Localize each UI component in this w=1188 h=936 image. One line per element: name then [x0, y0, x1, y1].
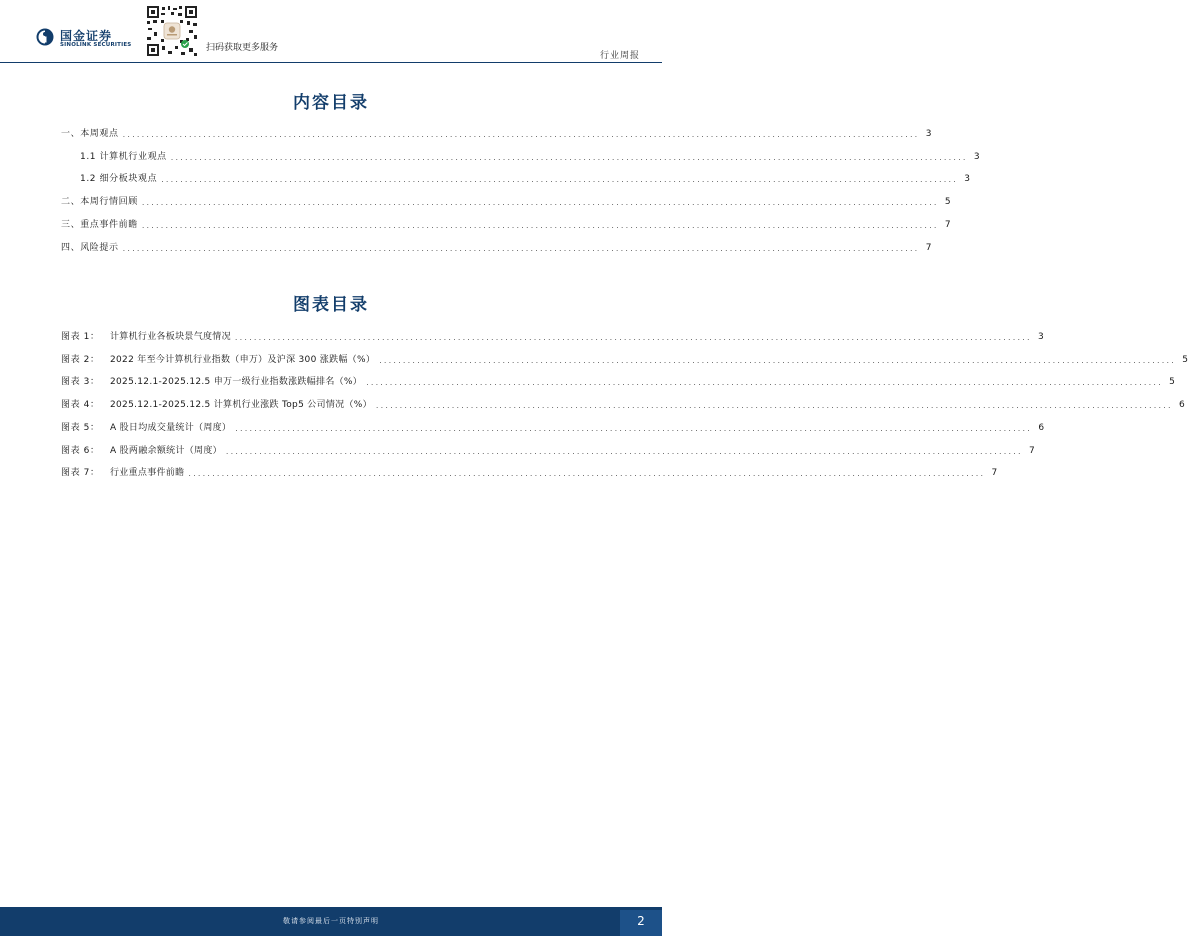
- figure-number: 图表 1：: [61, 332, 100, 342]
- sinolink-logo-icon: [36, 28, 54, 46]
- figure-number: 图表 7：: [61, 468, 100, 478]
- toc-entry-label: 三、重点事件前瞻: [61, 220, 138, 230]
- figure-number: 图表 3：: [61, 377, 100, 387]
- toc-dot-leader: ........................................................................................................................................................................: [234, 333, 1032, 342]
- toc-dot-leader: ........................................................................................................................................................................: [122, 244, 920, 253]
- figure-title: 2022 年至今计算机行业指数（申万）及沪深 300 涨跌幅（%）: [110, 355, 376, 365]
- disclaimer-note: 敬请参阅最后一页特别声明: [283, 917, 379, 925]
- toc-dot-leader: ........................................................................................................................................................................: [379, 356, 1176, 365]
- brand-name-en: SINOLINK SECURITIES: [60, 42, 132, 48]
- toc-page-number: 3: [925, 129, 932, 139]
- toc-dot-leader: ........................................................................................................................................................................: [375, 401, 1173, 410]
- figure-title: A 股日均成交量统计（周度）: [110, 423, 232, 433]
- toc-page-number: 7: [944, 220, 951, 230]
- figure-entry[interactable]: [61, 443, 1035, 457]
- figure-number: 图表 5：: [61, 423, 100, 433]
- toc-page-number: 3: [973, 152, 980, 162]
- toc-entry[interactable]: [61, 126, 932, 140]
- toc-dot-leader: ........................................................................................................................................................................: [122, 130, 920, 139]
- contents-title: 内容目录: [293, 93, 369, 113]
- toc-dot-leader: ........................................................................................................................................................................: [141, 221, 939, 230]
- toc-entry[interactable]: [61, 240, 932, 254]
- toc-page-number: 7: [1029, 446, 1035, 456]
- figures-title: 图表目录: [293, 295, 369, 315]
- toc-page-number: 5: [1169, 377, 1175, 387]
- toc-dot-leader: ........................................................................................................................................................................: [188, 469, 986, 478]
- toc-entry[interactable]: [80, 171, 971, 185]
- figure-entry[interactable]: [61, 420, 1045, 434]
- qr-caption: 扫码获取更多服务: [206, 43, 279, 53]
- toc-entry-label: 四、风险提示: [61, 243, 119, 253]
- qr-code-icon[interactable]: [145, 4, 199, 58]
- figure-number: 图表 4：: [61, 400, 100, 410]
- page-header: [0, 0, 662, 62]
- brand-name-cn: 国金证券: [60, 29, 113, 43]
- toc-page-number: 7: [925, 243, 932, 253]
- figure-entry[interactable]: [61, 465, 998, 479]
- toc-page-number: 5: [944, 197, 951, 207]
- figure-number: 图表 2：: [61, 355, 100, 365]
- figure-title: 计算机行业各板块景气度情况: [110, 332, 231, 342]
- header-divider: [0, 62, 662, 63]
- toc-entry[interactable]: [80, 149, 980, 163]
- figure-entry[interactable]: [61, 374, 1175, 388]
- toc-dot-leader: ........................................................................................................................................................................: [235, 424, 1033, 433]
- figure-title: 2025.12.1-2025.12.5 申万一级行业指数涨跌幅排名（%）: [110, 377, 363, 387]
- toc-page-number: 7: [991, 468, 998, 478]
- figure-title: A 股两融余额统计（周度）: [110, 446, 222, 456]
- toc-dot-leader: ........................................................................................................................................................................: [161, 175, 959, 184]
- toc-dot-leader: ........................................................................................................................................................................: [170, 153, 968, 162]
- toc-page-number: 6: [1179, 400, 1185, 410]
- toc-page-number: 5: [1182, 355, 1188, 365]
- toc-entry[interactable]: [61, 194, 951, 208]
- document-type-label: 行业周报: [599, 51, 640, 61]
- figure-number: 图表 6：: [61, 446, 100, 456]
- toc-entry[interactable]: [61, 217, 951, 231]
- toc-entry-label: 1.1 计算机行业观点: [80, 152, 167, 162]
- toc-entry-label: 1.2 细分板块观点: [80, 174, 158, 184]
- figure-entry[interactable]: [61, 397, 1185, 411]
- toc-dot-leader: ........................................................................................................................................................................: [366, 378, 1163, 387]
- page-number: 2: [637, 914, 645, 928]
- toc-entry-label: 一、本周观点: [61, 129, 119, 139]
- toc-page-number: 3: [1038, 332, 1044, 342]
- figure-title: 行业重点事件前瞻: [110, 468, 185, 478]
- toc-dot-leader: ........................................................................................................................................................................: [225, 447, 1023, 456]
- toc-page-number: 3: [964, 174, 971, 184]
- toc-entry-label: 二、本周行情回顾: [61, 197, 138, 207]
- figure-title: 2025.12.1-2025.12.5 计算机行业涨跌 Top5 公司情况（%）: [110, 400, 372, 410]
- toc-page-number: 6: [1038, 423, 1045, 433]
- figure-entry[interactable]: [61, 352, 1188, 366]
- figure-entry[interactable]: [61, 329, 1044, 343]
- toc-dot-leader: ........................................................................................................................................................................: [141, 198, 939, 207]
